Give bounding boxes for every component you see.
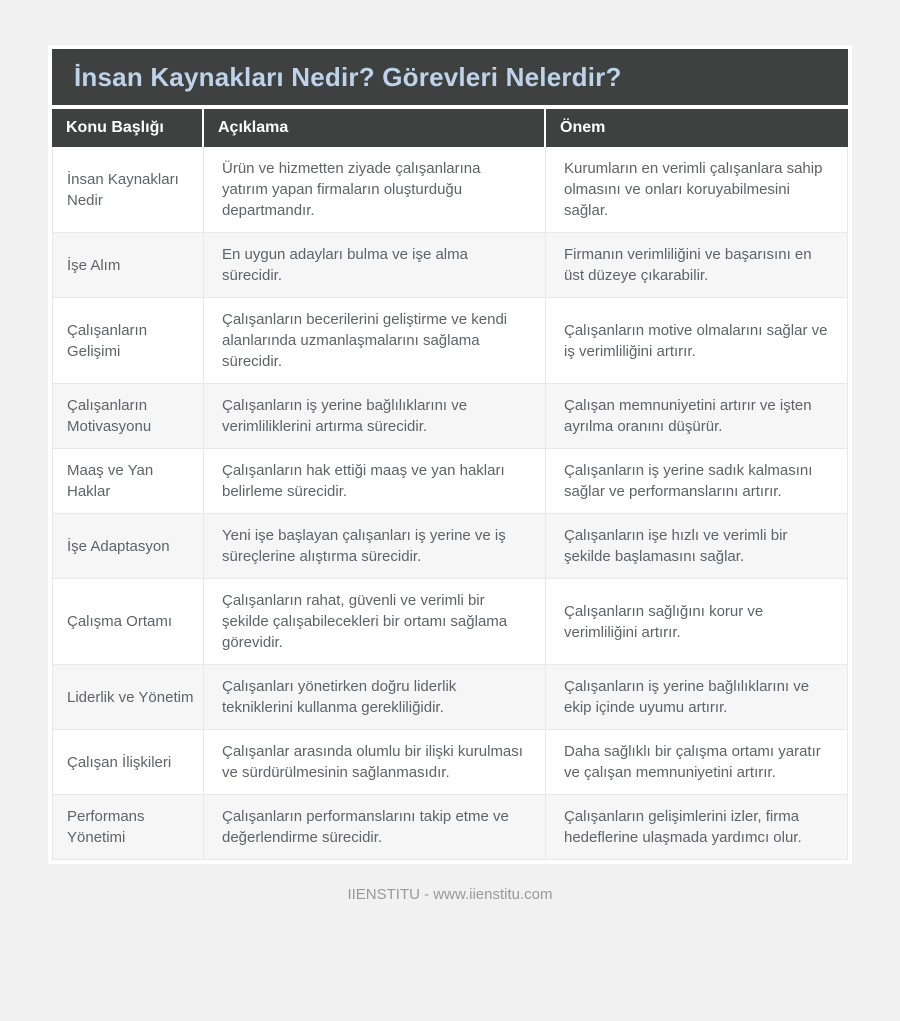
importance-cell: Çalışanların iş yerine sadık kalmasını sağlar ve performanslarını artırır. <box>546 449 848 514</box>
topic-cell: Çalışanların Motivasyonu <box>52 384 204 449</box>
description-cell: Ürün ve hizmetten ziyade çalışanlarına yatırım yapan firmaların oluşturduğu departmandır. <box>204 147 546 233</box>
table-body <box>52 147 848 860</box>
description-cell: Çalışanların rahat, güvenli ve verimli bir şekilde çalışabilecekleri bir ortamı sağlama görevidir. <box>204 579 546 665</box>
table-row <box>52 665 848 730</box>
table-row <box>52 795 848 860</box>
topic-cell: Liderlik ve Yönetim <box>52 665 204 730</box>
importance-cell: Çalışanların motive olmalarını sağlar ve iş verimliliğini artırır. <box>546 298 848 384</box>
description-cell: En uygun adayları bulma ve işe alma sürecidir. <box>204 233 546 298</box>
description-cell: Çalışanları yönetirken doğru liderlik tekniklerini kullanma gerekliliğidir. <box>204 665 546 730</box>
column-header-description: Açıklama <box>204 109 546 147</box>
table-header-row <box>52 109 848 147</box>
table-row <box>52 514 848 579</box>
topic-cell: Çalışan İlişkileri <box>52 730 204 795</box>
hr-table-card <box>48 45 852 864</box>
importance-cell: Kurumların en verimli çalışanlara sahip olmasını ve onları koruyabilmesini sağlar. <box>546 147 848 233</box>
importance-cell: Çalışanların iş yerine bağlılıklarını ve ekip içinde uyumu artırır. <box>546 665 848 730</box>
title-bar <box>52 49 848 105</box>
importance-cell: Çalışan memnuniyetini artırır ve işten ayrılma oranını düşürür. <box>546 384 848 449</box>
page-title: İnsan Kaynakları Nedir? Görevleri Nelerdir? <box>74 62 622 92</box>
description-cell: Çalışanlar arasında olumlu bir ilişki kurulması ve sürdürülmesinin sağlanmasıdır. <box>204 730 546 795</box>
topic-cell: Çalışanların Gelişimi <box>52 298 204 384</box>
description-cell: Çalışanların performanslarını takip etme ve değerlendirme sürecidir. <box>204 795 546 860</box>
description-cell: Çalışanların iş yerine bağlılıklarını ve verimliliklerini artırma sürecidir. <box>204 384 546 449</box>
footer-credit: IIENSTITU - www.iienstitu.com <box>347 886 553 903</box>
topic-cell: Performans Yönetimi <box>52 795 204 860</box>
table-row <box>52 449 848 514</box>
hr-info-table <box>52 109 848 860</box>
table-row <box>52 730 848 795</box>
table-row <box>52 233 848 298</box>
column-header-importance: Önem <box>546 109 848 147</box>
column-header-topic: Konu Başlığı <box>52 109 204 147</box>
table-row <box>52 298 848 384</box>
topic-cell: İşe Adaptasyon <box>52 514 204 579</box>
importance-cell: Çalışanların gelişimlerini izler, firma hedeflerine ulaşmada yardımcı olur. <box>546 795 848 860</box>
topic-cell: İşe Alım <box>52 233 204 298</box>
importance-cell: Firmanın verimliliğini ve başarısını en üst düzeye çıkarabilir. <box>546 233 848 298</box>
importance-cell: Daha sağlıklı bir çalışma ortamı yaratır ve çalışan memnuniyetini artırır. <box>546 730 848 795</box>
topic-cell: Çalışma Ortamı <box>52 579 204 665</box>
table-row <box>52 147 848 233</box>
importance-cell: Çalışanların sağlığını korur ve verimliliğini artırır. <box>546 579 848 665</box>
description-cell: Çalışanların hak ettiği maaş ve yan hakları belirleme sürecidir. <box>204 449 546 514</box>
description-cell: Çalışanların becerilerini geliştirme ve kendi alanlarında uzmanlaşmalarını sağlama sürecidir. <box>204 298 546 384</box>
topic-cell: Maaş ve Yan Haklar <box>52 449 204 514</box>
topic-cell: İnsan Kaynakları Nedir <box>52 147 204 233</box>
table-row <box>52 384 848 449</box>
description-cell: Yeni işe başlayan çalışanları iş yerine ve iş süreçlerine alıştırma sürecidir. <box>204 514 546 579</box>
importance-cell: Çalışanların işe hızlı ve verimli bir şekilde başlamasını sağlar. <box>546 514 848 579</box>
table-row <box>52 579 848 665</box>
